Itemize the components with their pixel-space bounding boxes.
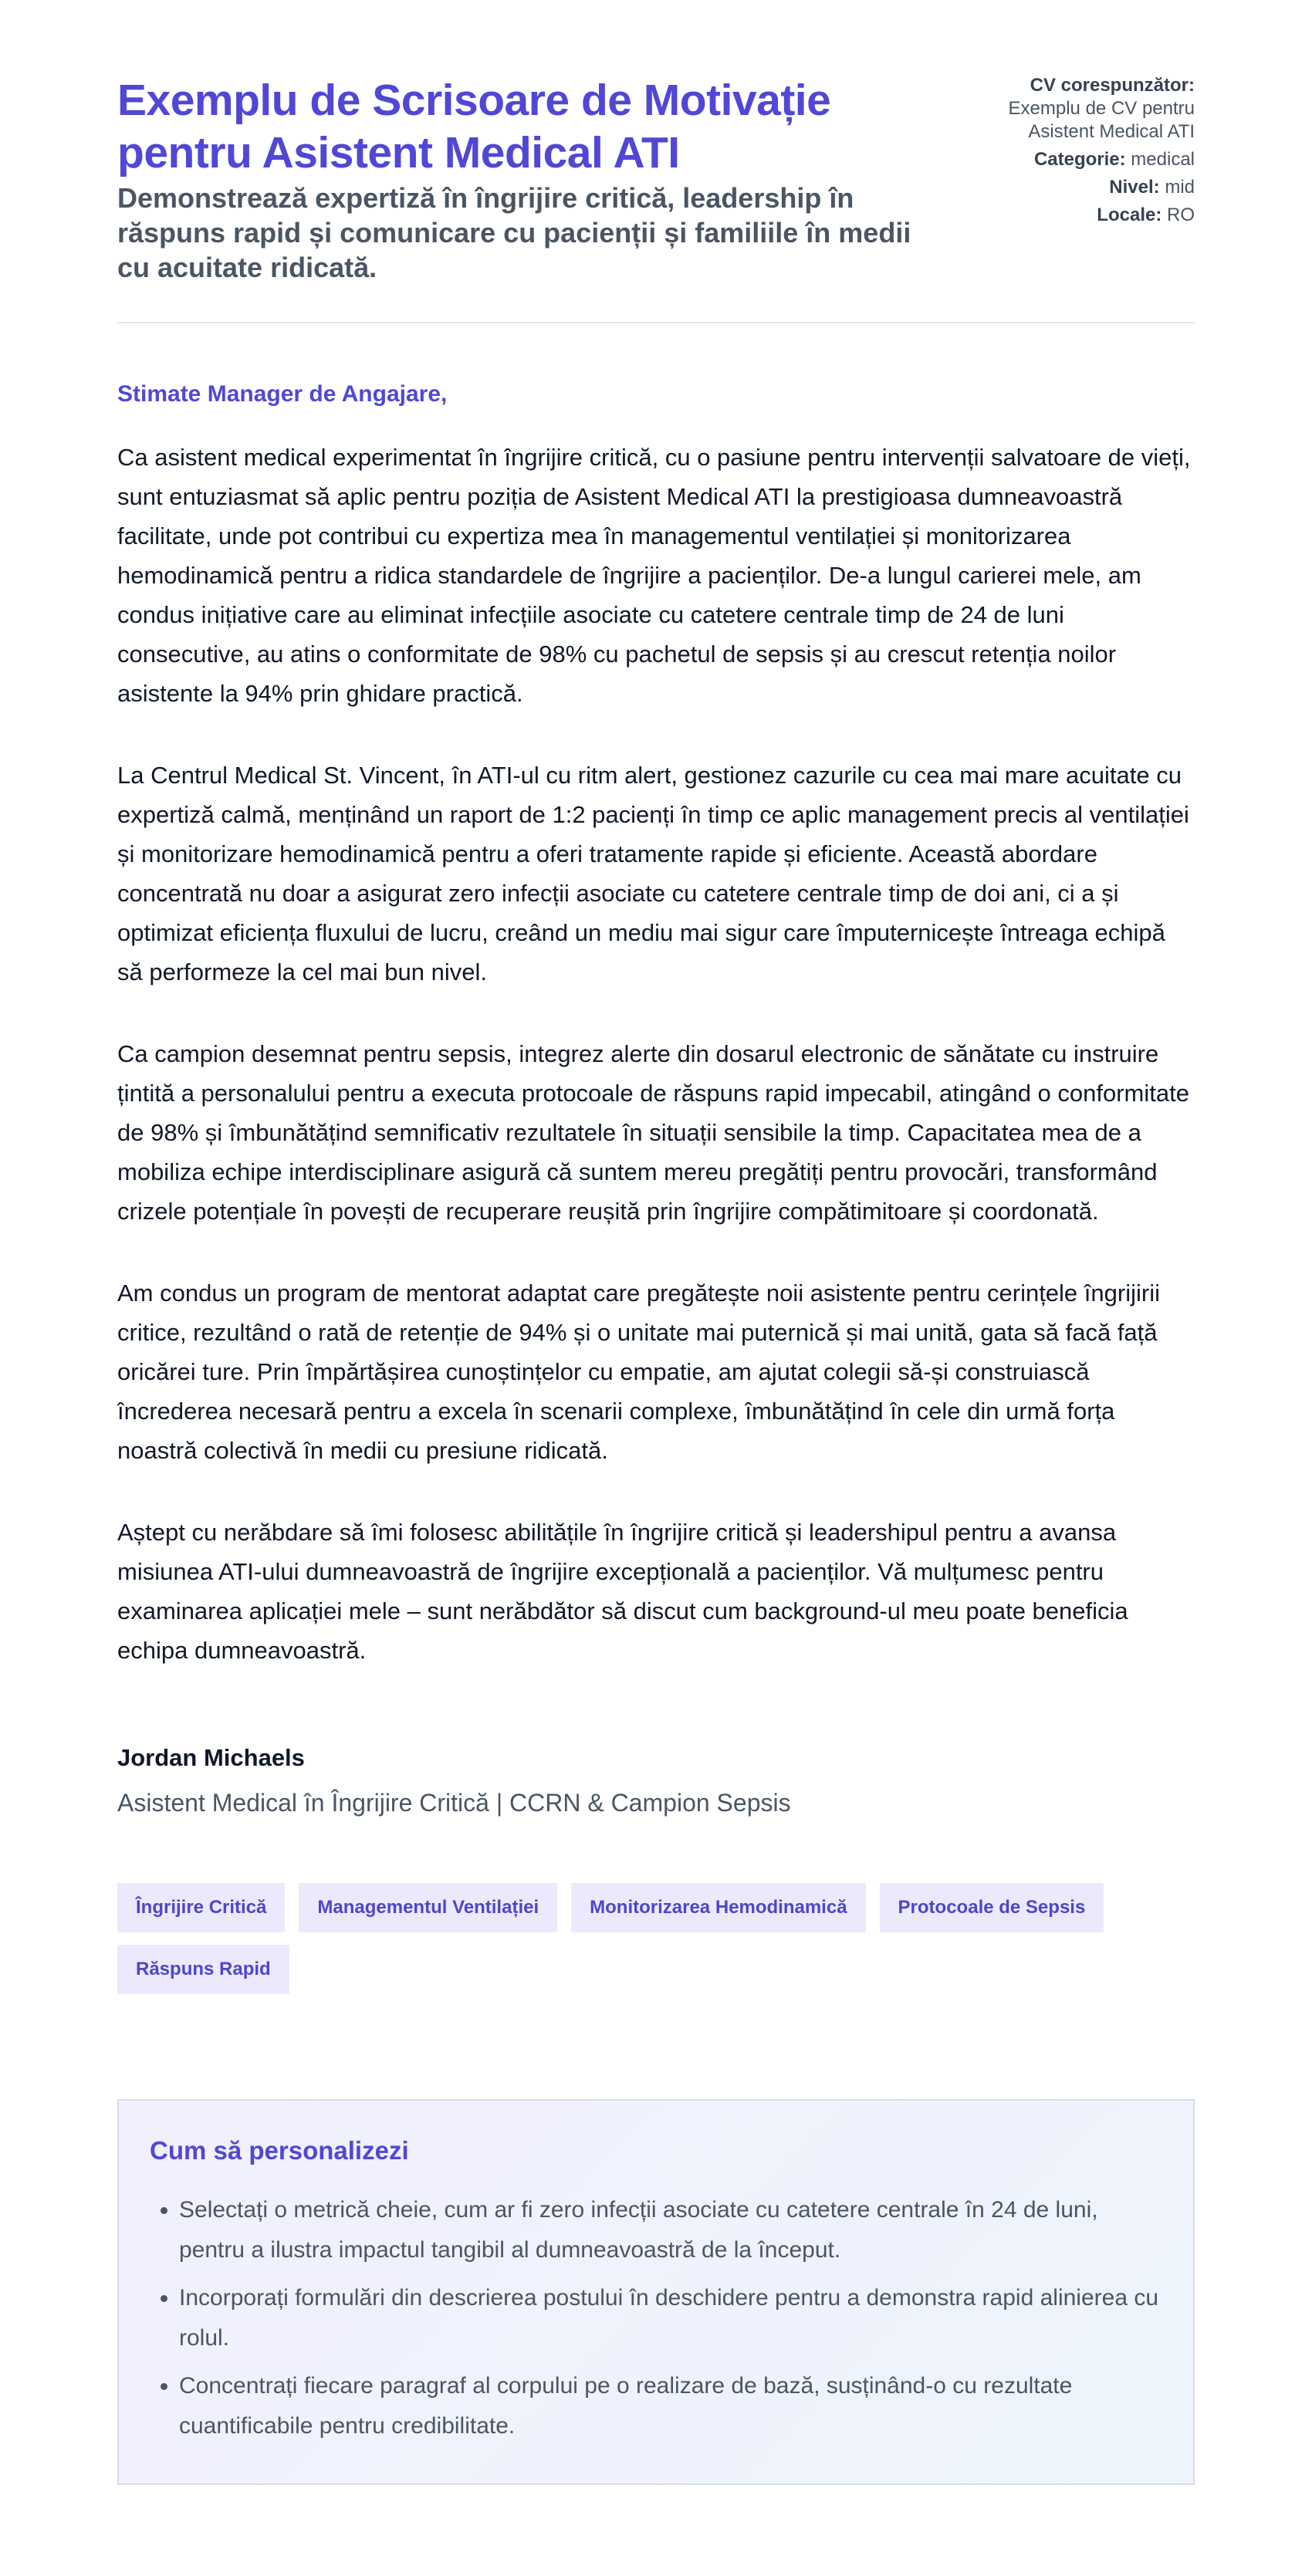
- letter-paragraph: La Centrul Medical St. Vincent, în ATI-ul cu ritm alert, gestionez cazurile cu cea mai mare acuitate cu expertiză calmă, menținând un raport de 1:2 pacienți în timp ce aplic management precis al ventilației și monitorizare hemodinamică pentru a oferi tratamente rapide și eficiente. Această abordare concentrată nu doar a asigurat zero infecții asociate cu catetere centrale timp de doi ani, ci a și optimizat eficiența fluxului de lucru, creând un mediu mai sigur care împuternicește întreaga echipă să performeze la cel mai bun nivel.: [117, 762, 1189, 985]
- tip-item: • Selectați o metrică cheie, cum ar fi zero infecții asociate cu catetere centrale în 24 de luni, pentru a ilustra impactul tangibil al dumneavoastră de la început.: [179, 2190, 1162, 2270]
- tips-list: [150, 2190, 1162, 2446]
- letter-greeting: Stimate Manager de Angajare,: [117, 381, 448, 407]
- page-title: Exemplu de Scrisoare de Motivație pentru Asistent Medical ATI: [117, 76, 831, 177]
- tip-item: • Concentrați fiecare paragraf al corpului pe o realizare de bază, susținând-o cu rezultate cuantificabile pentru credibilitate.: [179, 2366, 1162, 2446]
- letter-paragraphs: [117, 438, 1195, 1670]
- skill-tags: [117, 1883, 1195, 1994]
- letter-paragraph: Am condus un program de mentorat adaptat care pregătește noii asistente pentru cerințele îngrijirii critice, rezultând o rată de retenție de 94% și o unitate mai puternică și mai unită, gata să facă față oricărei ture. Prin împărtășirea cunoștințelor cu empatie, am ajutat colegii să-și construiască încrederea necesară pentru a excela în scenarii complexe, îmbunătățind în cele din urmă forța noastră colectivă în medii cu presiune ridicată.: [117, 1280, 1160, 1464]
- letter-paragraph: Aștept cu nerăbdare să îmi folosesc abilitățile în îngrijire critică și leadershipul pentru a avansa misiunea ATI-ului dumneavoastră de îngrijire excepțională a pacienților. Vă mulțumesc pentru examinarea aplicației mele – sunt nerăbdător să discut cum background-ul meu poate beneficia echipa dumneavoastră.: [117, 1519, 1128, 1664]
- meta-category-label: Categorie:: [1033, 149, 1126, 170]
- meta-category: [963, 148, 1195, 171]
- meta-cv-label: CV corespunzător:: [1030, 75, 1195, 96]
- signature-name: Jordan Michaels: [117, 1744, 305, 1771]
- meta-level: [963, 176, 1195, 199]
- skill-tag: Monitorizarea Hemodinamică: [571, 1883, 865, 1932]
- page-header: [117, 0, 1195, 285]
- letter-body: [117, 379, 1195, 1818]
- meta-level-value: mid: [1165, 177, 1195, 198]
- letter-paragraph: Ca campion desemnat pentru sepsis, integrez alerte din dosarul electronic de sănătate cu instruire țintită a personalului pentru a executa protocoale de răspuns rapid impecabil, atingând o conformitate de 98% și îmbunătățind semnificativ rezultatele în situații sensibile la timp. Capacitatea mea de a mobiliza echipe interdisciplinare asigură că suntem mereu pregătiți pentru provocări, transformând crizele potențiale în povești de recuperare reușită prin îngrijire compătimitoare și coordonată.: [117, 1040, 1189, 1225]
- tips-title: Cum să personalizezi: [150, 2136, 409, 2165]
- page-subtitle: Demonstrează expertiză în îngrijire critică, leadership în răspuns rapid și comunicare cu pacienții și familiile în medii cu acuitate ridicată.: [117, 182, 911, 283]
- meta-locale-value: RO: [1167, 205, 1195, 225]
- meta-locale: [963, 204, 1195, 227]
- customization-tips-box: [117, 2099, 1195, 2485]
- meta-cv-value: Exemplu de CV pentru Asistent Medical ATI: [1008, 98, 1195, 142]
- letter-paragraph: Ca asistent medical experimentat în îngrijire critică, cu o pasiune pentru intervenții salvatoare de vieți, sunt entuziasmat să aplic pentru poziția de Asistent Medical ATI la prestigioasa dumneavoastră facilitate, unde pot contribui cu expertiza mea în managementul ventilației și monitorizarea hemodinamică pentru a ridica standardele de îngrijire a pacienților. De-a lungul carierei mele, am condus inițiative care au eliminat infecțiile asociate cu catetere centrale timp de 24 de luni consecutive, au atins o conformitate de 98% cu pachetul de sepsis și au crescut retenția noilor asistente la 94% prin ghidare practică.: [117, 444, 1191, 707]
- skill-tag: Managementul Ventilației: [299, 1883, 557, 1932]
- signature-block: [117, 1743, 1195, 1818]
- meta-level-label: Nivel:: [1109, 177, 1160, 198]
- meta-locale-label: Locale:: [1097, 205, 1162, 225]
- meta-category-value: medical: [1131, 149, 1195, 170]
- header-title-block: [117, 74, 935, 285]
- signature-title: Asistent Medical în Îngrijire Critică | CCRN & Campion Sepsis: [117, 1789, 791, 1817]
- skill-tag: Răspuns Rapid: [117, 1945, 289, 1994]
- header-divider: [117, 322, 1195, 323]
- tip-item: • Incorporați formulări din descrierea postului în deschidere pentru a demonstra rapid alinierea cu rolul.: [179, 2278, 1162, 2358]
- skill-tag: Îngrijire Critică: [117, 1883, 285, 1932]
- skill-tag: Protocoale de Sepsis: [880, 1883, 1104, 1932]
- metadata-panel: [963, 74, 1195, 232]
- meta-cv: [963, 74, 1195, 144]
